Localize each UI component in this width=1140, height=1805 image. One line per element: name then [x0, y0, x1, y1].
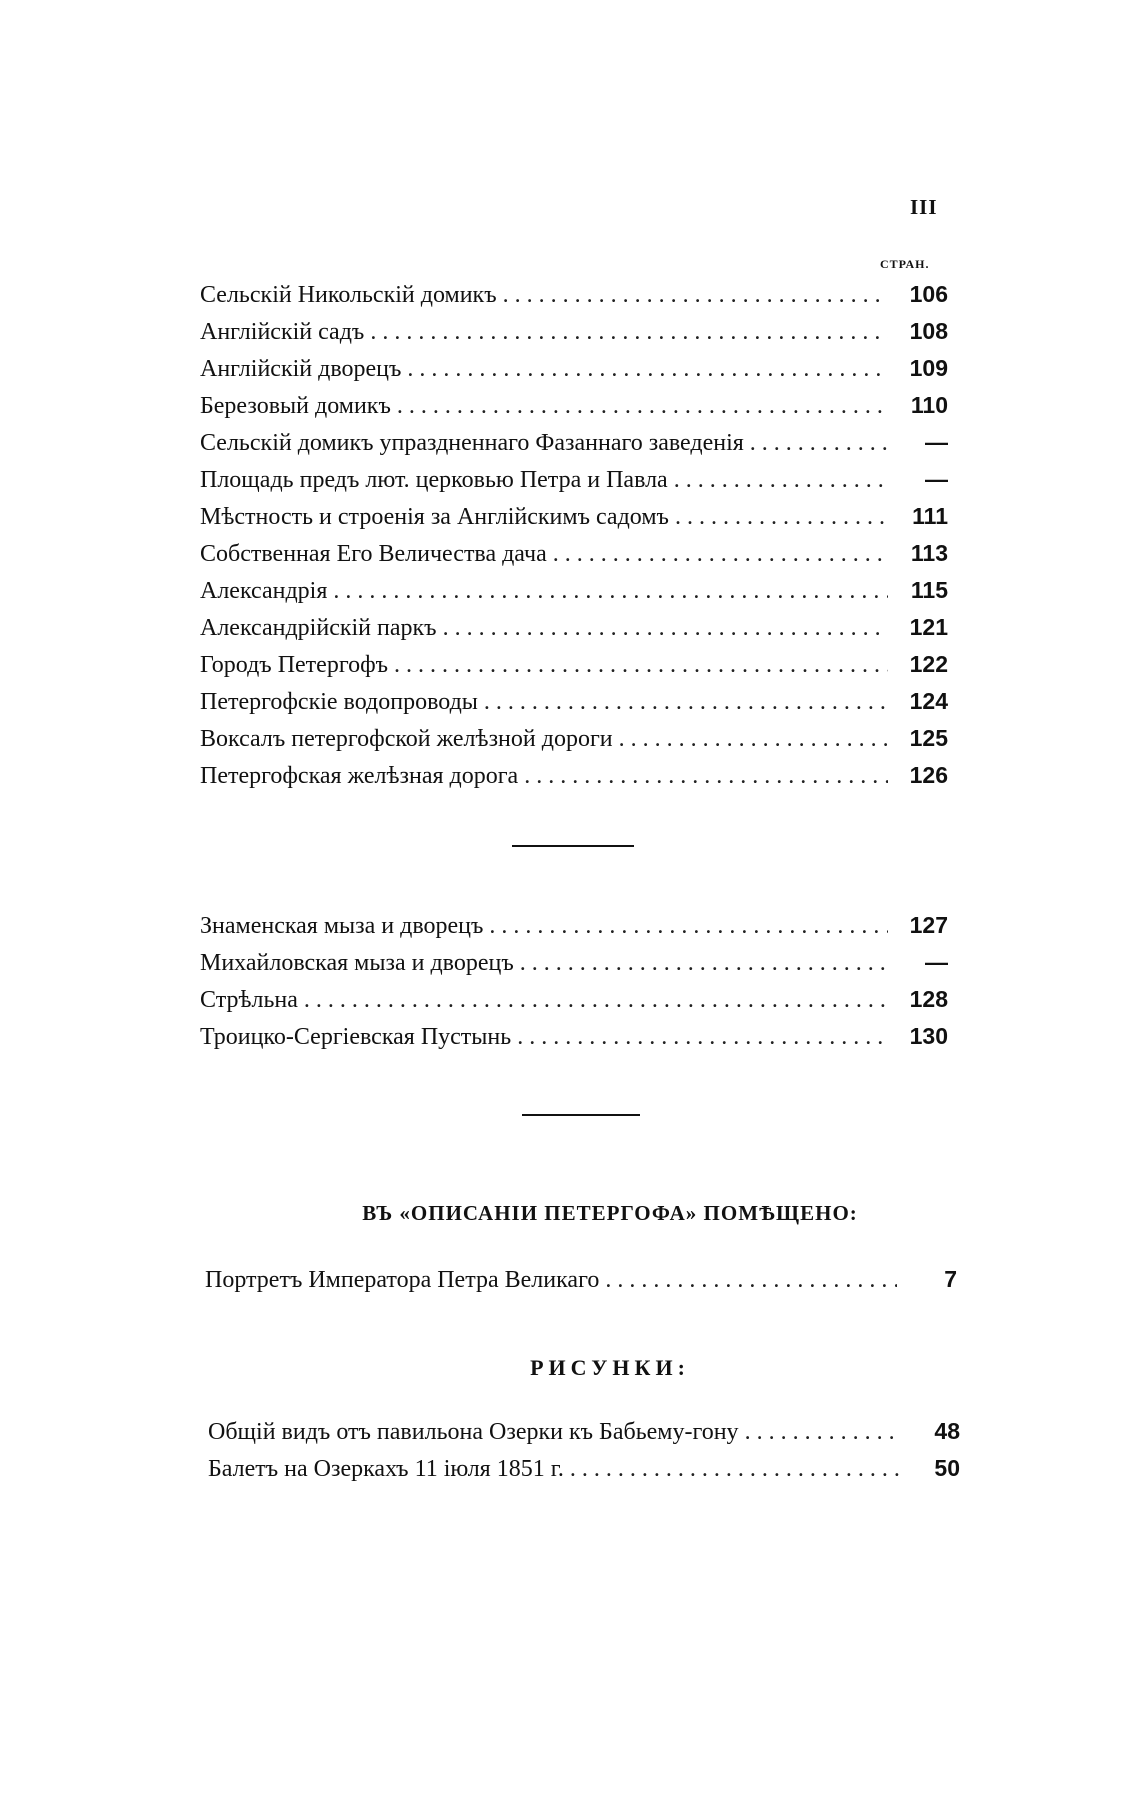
toc-entry-page: 108	[909, 318, 948, 344]
toc-entry-page: 110	[910, 392, 948, 418]
leader-dots	[745, 1414, 900, 1450]
toc-entry	[200, 944, 948, 981]
toc-section-environs	[200, 907, 948, 1055]
toc-entry	[200, 757, 948, 794]
toc-entry-title: Михайловская мыза и дворецъ	[200, 950, 514, 976]
leader-dots	[397, 388, 888, 424]
toc-entry	[200, 1018, 948, 1055]
toc-entry-page: 48	[934, 1418, 960, 1444]
toc-entry	[200, 461, 948, 498]
leader-dots	[304, 982, 888, 1018]
toc-entry-title: Городъ Петергофъ	[200, 652, 389, 678]
toc-entry-title: Англійскій дворецъ	[200, 356, 402, 382]
leader-dots	[407, 351, 888, 387]
toc-entry-page: 122	[909, 651, 948, 677]
leader-dots	[674, 462, 888, 498]
toc-entry-title: Стрѣльна	[200, 987, 298, 1013]
leader-dots	[520, 945, 888, 981]
toc-entry-page: 125	[909, 725, 948, 751]
leader-dots	[605, 1262, 897, 1298]
toc-entry	[200, 498, 948, 535]
toc-entry	[208, 1413, 960, 1450]
toc-entry-page: 128	[909, 986, 948, 1012]
toc-entry-page: 113	[910, 540, 948, 566]
toc-entry	[200, 646, 948, 683]
toc-entry-title: Общій видъ отъ павильона Озерки къ Бабьему-гону	[208, 1419, 739, 1445]
heading-drawings: РИСУНКИ:	[530, 1355, 690, 1380]
leader-dots	[570, 1451, 900, 1487]
toc-entry-title: Березовый домикъ	[200, 393, 391, 419]
toc-entry-page: 111	[912, 503, 948, 529]
leader-dots	[503, 277, 888, 313]
toc-entry	[205, 1261, 957, 1298]
toc-entry-page: 124	[909, 688, 948, 714]
toc-entry	[200, 276, 948, 313]
leader-dots	[553, 536, 888, 572]
toc-entry	[200, 387, 948, 424]
leader-dots	[394, 647, 888, 683]
toc-entry-page: —	[925, 429, 948, 455]
toc-entry	[200, 350, 948, 387]
toc-entry-title: Балетъ на Озеркахъ 11 іюля 1851 г.	[208, 1456, 564, 1482]
toc-entry-title: Александрійскій паркъ	[200, 615, 437, 641]
toc-entry	[200, 720, 948, 757]
toc-entry-page: 127	[909, 912, 948, 938]
toc-entry	[200, 572, 948, 609]
toc-entry-title: Сельскій Никольскій домикъ	[200, 282, 497, 308]
page-column-header: СТРАН.	[880, 257, 930, 271]
toc-entry-page: 126	[909, 762, 948, 788]
toc-section-portrait	[205, 1261, 957, 1298]
toc-entry-title: Собственная Его Величества дача	[200, 541, 547, 567]
toc-entry	[200, 535, 948, 572]
toc-entry-title: Петергофскіе водопроводы	[200, 689, 478, 715]
leader-dots	[484, 684, 888, 720]
toc-entry-page: 121	[909, 614, 948, 640]
toc-entry	[208, 1450, 960, 1487]
toc-entry-title: Сельскій домикъ упраздненнаго Фазаннаго заведенія	[200, 430, 744, 456]
leader-dots	[619, 721, 888, 757]
toc-entry	[200, 609, 948, 646]
toc-entry	[200, 313, 948, 350]
toc-entry-title: Мѣстность и строенія за Англійскимъ садомъ	[200, 504, 669, 530]
toc-entry-page: 109	[909, 355, 948, 381]
toc-entry-page: 115	[910, 577, 948, 603]
toc-entry-title: Портретъ Императора Петра Великаго	[205, 1267, 600, 1293]
section-divider	[512, 845, 634, 847]
leader-dots	[370, 314, 888, 350]
toc-entry-title: Знаменская мыза и дворецъ	[200, 913, 484, 939]
toc-entry-page: 106	[909, 281, 948, 307]
toc-entry-page: —	[925, 466, 948, 492]
leader-dots	[517, 1019, 888, 1055]
toc-entry-title: Петергофская желѣзная дорога	[200, 763, 519, 789]
heading-included: ВЪ «ОПИСАНІИ ПЕТЕРГОФА» ПОМѢЩЕНО:	[362, 1201, 858, 1225]
toc-section-drawings	[208, 1413, 960, 1487]
leader-dots	[443, 610, 888, 646]
toc-entry-page: —	[925, 949, 948, 975]
toc-entry-title: Троицко-Сергіевская Пустынь	[200, 1024, 512, 1050]
toc-entry-title: Англійскій садъ	[200, 319, 365, 345]
toc-entry	[200, 424, 948, 461]
toc-entry-title: Воксалъ петергофской желѣзной дороги	[200, 726, 613, 752]
toc-entry-title: Александрія	[200, 578, 328, 604]
leader-dots	[750, 425, 888, 461]
leader-dots	[333, 573, 888, 609]
leader-dots	[675, 499, 888, 535]
section-divider	[522, 1114, 640, 1116]
toc-entry	[200, 981, 948, 1018]
toc-entry	[200, 683, 948, 720]
toc-section-main	[200, 276, 948, 794]
leader-dots	[524, 758, 888, 794]
toc-entry-title: Площадь предъ лют. церковью Петра и Павла	[200, 467, 668, 493]
toc-entry-page: 7	[944, 1266, 957, 1292]
toc-entry	[200, 907, 948, 944]
leader-dots	[489, 908, 888, 944]
toc-entry-page: 50	[934, 1455, 960, 1481]
page-number: III	[910, 195, 938, 219]
toc-entry-page: 130	[909, 1023, 948, 1049]
